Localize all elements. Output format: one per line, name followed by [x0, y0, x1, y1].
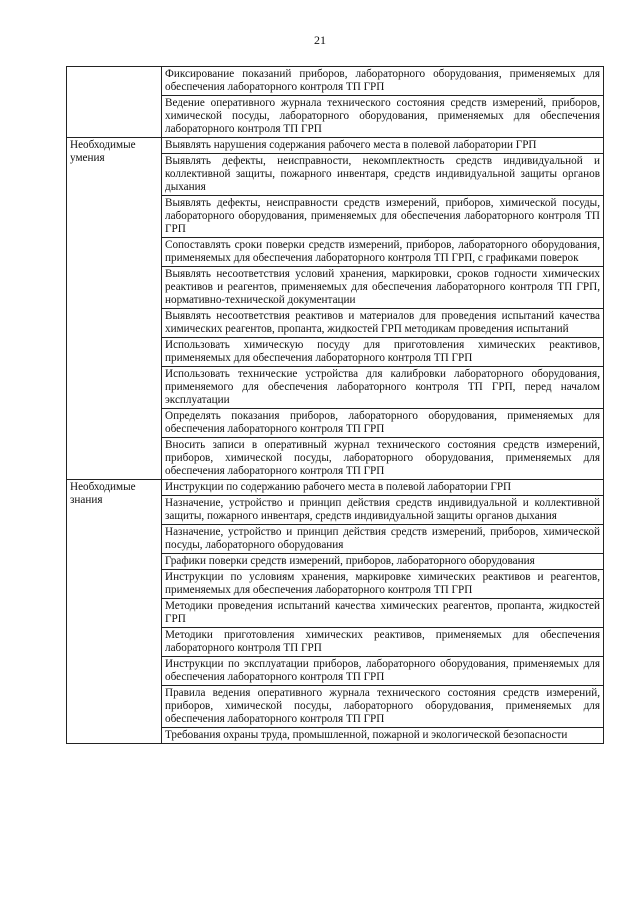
- item-cell: Вносить записи в оперативный журнал технического состояния средств измерений, приборов, химической посуды, лабораторного оборудования, применяемых для обеспечения лабораторного контроля ТП ГРП: [162, 438, 604, 480]
- section-title: Необходимые знания: [70, 481, 136, 506]
- item-cell: Выявлять дефекты, неисправности средств измерений, приборов, химической посуды, лабораторного оборудования, применяемых для обеспечения лабораторного контроля ТП ГРП: [162, 196, 604, 238]
- section-title: Необходимые умения: [70, 139, 136, 164]
- item-cell: Определять показания приборов, лабораторного оборудования, применяемых для обеспечения лабораторного контроля ТП ГРП: [162, 409, 604, 438]
- item-cell: Методики проведения испытаний качества химических реагентов, пропанта, жидкостей ГРП: [162, 599, 604, 628]
- section-title-cell: [67, 480, 162, 744]
- item-cell: Выявлять дефекты, неисправности, некомплектность средств индивидуальной и коллективной защиты, пожарного инвентаря, средств индивидуальной защиты органов дыхания: [162, 154, 604, 196]
- item-cell: Использовать химическую посуду для приготовления химических реактивов, применяемых для обеспечения лабораторного контроля ТП ГРП: [162, 338, 604, 367]
- item-cell: Инструкции по содержанию рабочего места в полевой лаборатории ГРП: [162, 480, 604, 496]
- item-cell: Выявлять несоответствия условий хранения, маркировки, сроков годности химических реактивов и реагентов, применяемых для обеспечения лабораторного контроля ТП ГРП, нормативно-технической документации: [162, 267, 604, 309]
- table-row: [67, 480, 604, 496]
- page-number: 21: [314, 33, 326, 47]
- item-cell: Ведение оперативного журнала технического состояния средств измерений, приборов, химической посуды, лабораторного оборудования, применяемых для обеспечения лабораторного контроля ТП ГРП: [162, 96, 604, 138]
- item-cell: Сопоставлять сроки поверки средств измерений, приборов, лабораторного оборудования, применяемых для обеспечения лабораторного контроля ТП ГРП, с графиками поверок: [162, 238, 604, 267]
- item-cell: Назначение, устройство и принцип действия средств измерений, приборов, химической посуды, лабораторного оборудования: [162, 525, 604, 554]
- item-cell: Инструкции по условиям хранения, маркировке химических реактивов и реагентов, применяемых для обеспечения лабораторного контроля ТП ГРП: [162, 570, 604, 599]
- item-cell: Графики поверки средств измерений, приборов, лабораторного оборудования: [162, 554, 604, 570]
- competency-table: [66, 66, 604, 744]
- table-body: [67, 67, 604, 744]
- item-cell: Требования охраны труда, промышленной, пожарной и экологической безопасности: [162, 728, 604, 744]
- table-row: [67, 138, 604, 154]
- table-row: [67, 67, 604, 96]
- item-cell: Методики приготовления химических реактивов, применяемых для обеспечения лабораторного контроля ТП ГРП: [162, 628, 604, 657]
- item-cell: Выявлять нарушения содержания рабочего места в полевой лаборатории ГРП: [162, 138, 604, 154]
- item-cell: Использовать технические устройства для калибровки лабораторного оборудования, применяемого для обеспечения лабораторного контроля ТП ГРП, перед началом эксплуатации: [162, 367, 604, 409]
- item-cell: Правила ведения оперативного журнала технического состояния средств измерений, приборов, химической посуды, лабораторного оборудования, применяемых для обеспечения лабораторного контроля ТП ГРП: [162, 686, 604, 728]
- item-cell: Фиксирование показаний приборов, лабораторного оборудования, применяемых для обеспечения лабораторного контроля ТП ГРП: [162, 67, 604, 96]
- item-cell: Выявлять несоответствия реактивов и материалов для проведения испытаний качества химических реагентов, пропанта, жидкостей ГРП методикам проведения испытаний: [162, 309, 604, 338]
- item-cell: Назначение, устройство и принцип действия средств индивидуальной и коллективной защиты, пожарного инвентаря, средств индивидуальной защиты органов дыхания: [162, 496, 604, 525]
- section-title-cell: [67, 67, 162, 138]
- section-title-cell: [67, 138, 162, 480]
- item-cell: Инструкции по эксплуатации приборов, лабораторного оборудования, применяемых для обеспечения лабораторного контроля ТП ГРП: [162, 657, 604, 686]
